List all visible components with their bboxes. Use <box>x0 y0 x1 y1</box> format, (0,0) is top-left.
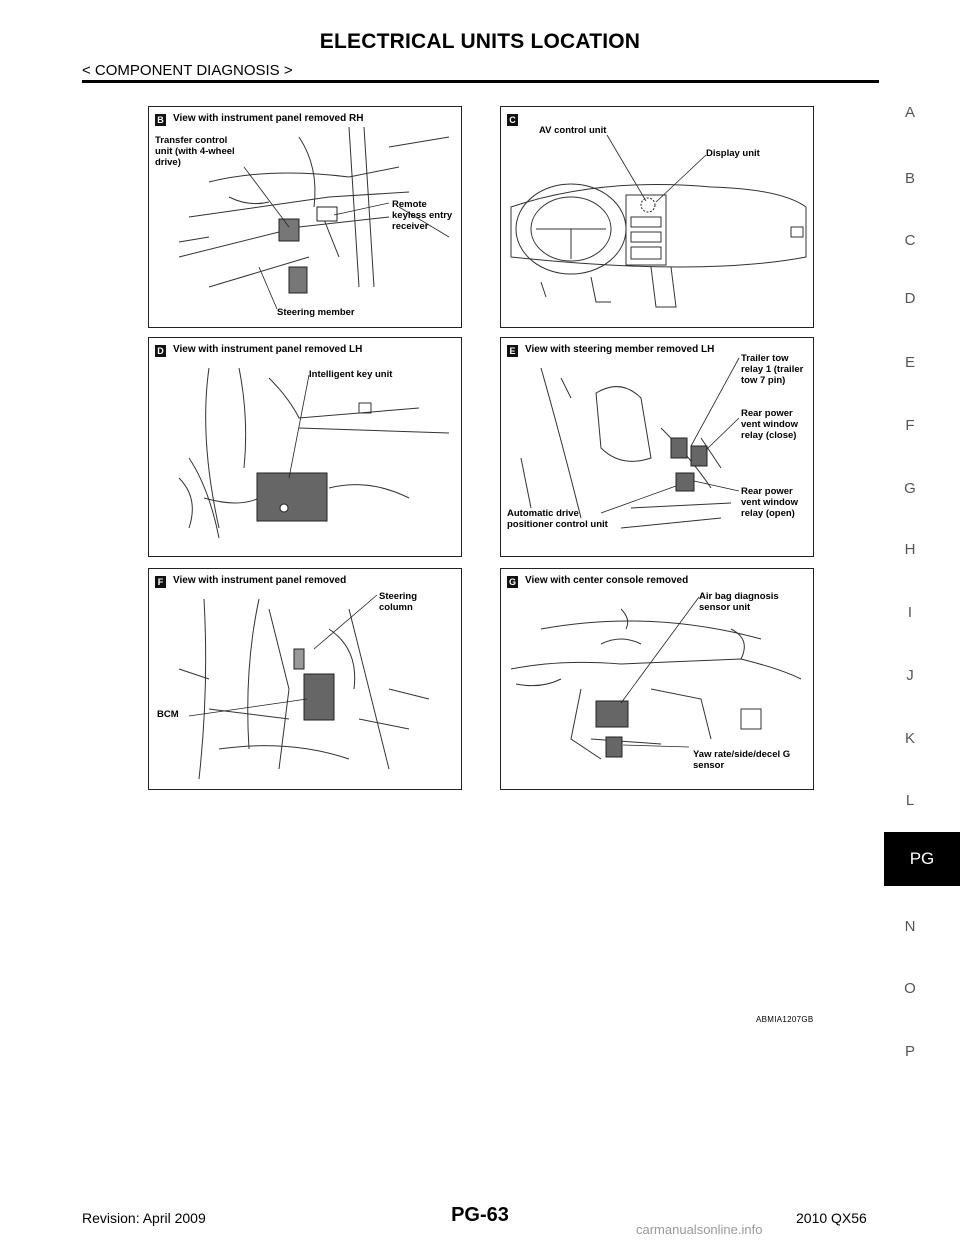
watermark: carmanualsonline.info <box>636 1222 763 1237</box>
panel-g-badge: G <box>508 577 516 587</box>
label-display-unit: Display unit <box>706 148 760 159</box>
side-index-j[interactable]: J <box>906 667 914 684</box>
side-index-f[interactable]: F <box>905 417 915 434</box>
side-index-a[interactable]: A <box>904 104 915 121</box>
panel-b-title: View with instrument panel removed RH <box>173 113 364 124</box>
side-index-l[interactable]: L <box>905 792 915 809</box>
panel-e-title: View with steering member removed LH <box>525 344 715 355</box>
label-rear-power-vent-close: Rear power vent window relay (close) <box>741 408 798 441</box>
panel-f-instrument-panel <box>148 568 462 790</box>
panel-d-badge: D <box>155 345 166 357</box>
label-steering-member: Steering member <box>277 307 355 318</box>
panel-f-badge: F <box>155 576 166 588</box>
label-automatic-drive-positioner: Automatic drive positioner control unit <box>507 508 608 530</box>
label-intelligent-key-unit: Intelligent key unit <box>309 369 393 380</box>
label-steering-column: Steering column <box>379 591 418 613</box>
label-bcm: BCM <box>157 709 179 720</box>
footer-page-number: PG-63 <box>451 1204 509 1226</box>
panel-c-dashboard <box>500 106 814 328</box>
label-transfer-control-unit: Transfer control unit (with 4-wheel drive) <box>155 135 235 168</box>
panel-d-illustration <box>149 338 461 556</box>
footer-revision: Revision: April 2009 <box>82 1210 206 1226</box>
label-trailer-tow-relay: Trailer tow relay 1 (trailer tow 7 pin) <box>741 353 804 386</box>
label-remote-keyless-entry-receiver: Remote keyless entry receiver <box>392 199 453 232</box>
header-divider <box>82 80 879 83</box>
side-index-g[interactable]: G <box>904 480 916 497</box>
panel-e-badge: E <box>507 345 518 357</box>
panel-d-title: View with instrument panel removed LH <box>173 344 363 355</box>
panel-c-badge: C <box>507 114 518 126</box>
side-index-b[interactable]: B <box>904 170 915 187</box>
side-index-c[interactable]: C <box>904 232 916 249</box>
section-subtitle: < COMPONENT DIAGNOSIS > <box>82 62 293 79</box>
side-index-h[interactable]: H <box>904 541 916 558</box>
panel-e-steering-member-lh <box>500 337 814 557</box>
side-index-pg-active[interactable]: PG <box>884 832 960 886</box>
panel-g-center-console <box>500 568 814 790</box>
side-index-n[interactable]: N <box>904 918 916 935</box>
side-index-p[interactable]: P <box>904 1043 915 1060</box>
side-index-k[interactable]: K <box>904 730 915 747</box>
label-air-bag-diagnosis-sensor: Air bag diagnosis sensor unit <box>699 591 779 613</box>
panel-d-instrument-panel-lh <box>148 337 462 557</box>
label-rear-power-vent-open: Rear power vent window relay (open) <box>741 486 798 519</box>
panel-b-badge: B <box>155 114 166 126</box>
label-yaw-rate-sensor: Yaw rate/side/decel G sensor <box>693 749 791 771</box>
side-index-o[interactable]: O <box>904 980 916 997</box>
footer-model: 2010 QX56 <box>796 1210 867 1226</box>
page-title: ELECTRICAL UNITS LOCATION <box>319 30 641 53</box>
panel-c-illustration <box>501 107 813 327</box>
panel-f-title: View with instrument panel removed <box>173 575 347 586</box>
figure-code: ABMIA1207GB <box>756 1015 814 1024</box>
side-index-d[interactable]: D <box>904 290 916 307</box>
label-av-control-unit: AV control unit <box>539 125 607 136</box>
side-index-e[interactable]: E <box>904 354 915 371</box>
panel-b-instrument-panel-rh <box>148 106 462 328</box>
side-index-i[interactable]: I <box>907 604 913 621</box>
panel-g-title: View with center console removed <box>525 575 689 586</box>
